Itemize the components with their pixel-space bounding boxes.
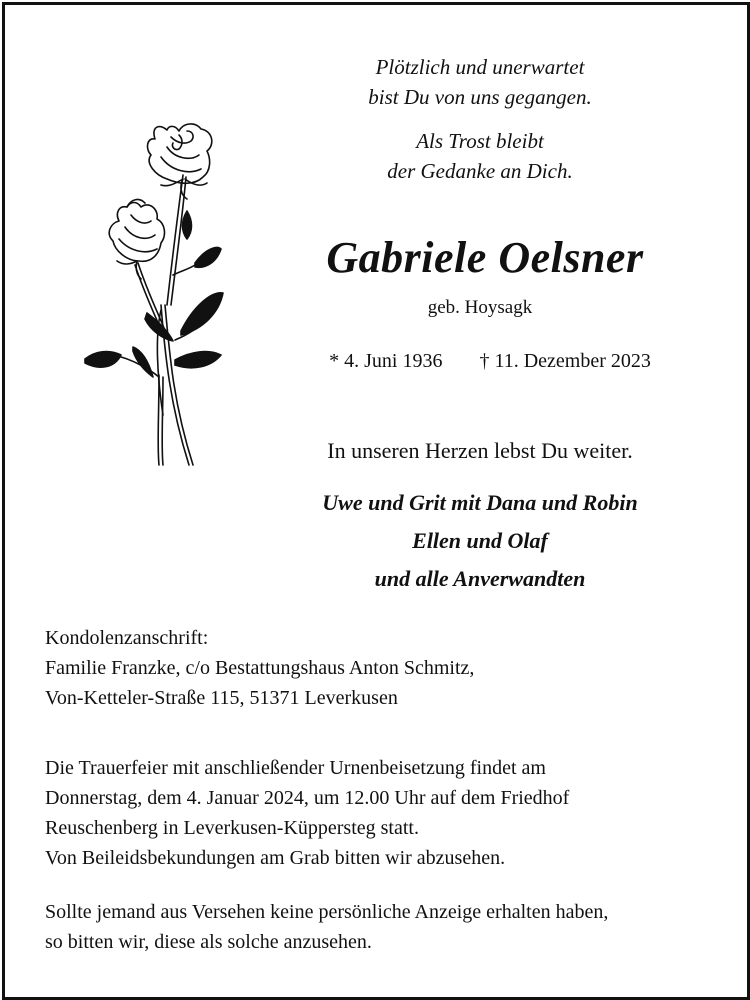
ceremony-line: Reuschenberg in Leverkusen-Küppersteg statt. [45, 817, 419, 839]
ceremony-info [45, 753, 725, 873]
life-dates [290, 350, 690, 373]
condolence-line: Von-Ketteler-Straße 115, 51371 Leverkusen [45, 687, 398, 709]
poem-line: Plötzlich und unerwartet [375, 55, 585, 79]
poem-stanza-2 [300, 126, 660, 186]
rose-drawing-icon [75, 115, 235, 470]
ceremony-line: Von Beileidsbekundungen am Grab bitten wir abzusehen. [45, 847, 506, 869]
condolence-line: Familie Franzke, c/o Bestattungshaus Anton Schmitz, [45, 657, 475, 679]
ceremony-line: Donnerstag, dem 4. Januar 2024, um 12.00 Uhr auf dem Friedhof [45, 787, 570, 809]
memorial-motto: In unseren Herzen lebst Du weiter. [327, 438, 633, 463]
note-line: so bitten wir, diese als solche anzusehen. [45, 931, 372, 953]
poem-line: Als Trost bleibt [416, 129, 544, 153]
birth-date: * 4. Juni 1936 [329, 350, 443, 372]
maiden-name: geb. Hoysagk [427, 297, 533, 318]
poem-line: bist Du von uns gegangen. [368, 85, 592, 109]
death-date: † 11. Dezember 2023 [479, 350, 651, 372]
ceremony-line: Die Trauerfeier mit anschließender Urnenbeisetzung findet am [45, 757, 546, 779]
mourners-list [270, 484, 690, 598]
mourner-line: Uwe und Grit mit Dana und Robin [322, 490, 638, 515]
notice-note [45, 897, 725, 957]
mourner-line: Ellen und Olaf [412, 528, 548, 553]
condolence-line: Kondolenzanschrift: [45, 627, 209, 649]
condolence-address [45, 623, 725, 713]
note-line: Sollte jemand aus Versehen keine persönliche Anzeige erhalten haben, [45, 901, 609, 923]
deceased-name: Gabriele Oelsner [326, 233, 644, 282]
poem-line: der Gedanke an Dich. [387, 159, 573, 183]
mourner-line: und alle Anverwandten [374, 566, 586, 591]
poem-stanza-1 [300, 52, 660, 112]
